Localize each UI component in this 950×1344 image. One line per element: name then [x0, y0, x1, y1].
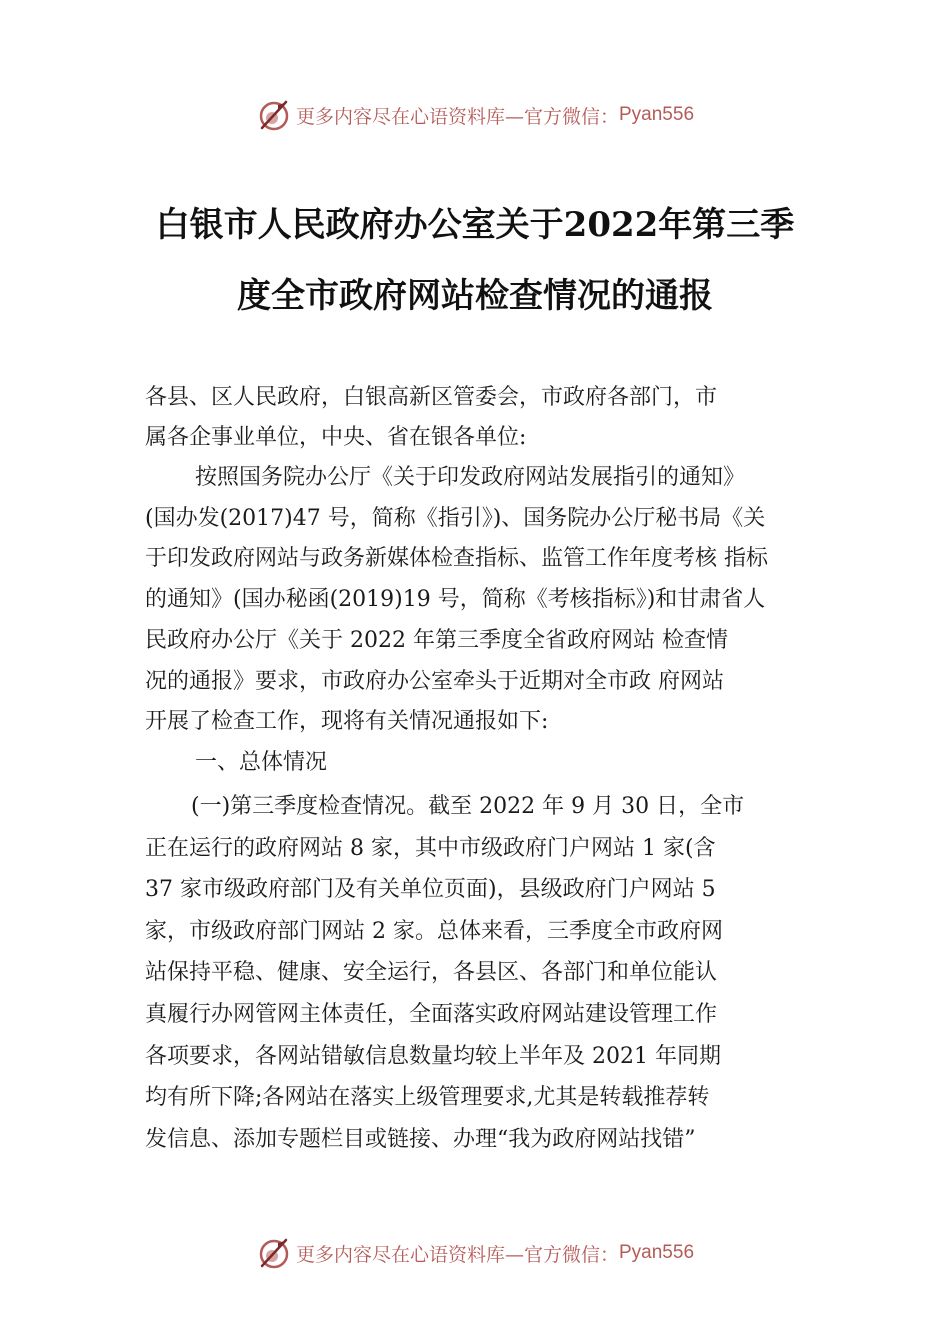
footer-watermark-banner [0, 1233, 950, 1273]
subsection-line: 真履行办网管网主体责任，全面落实政府网站建设管理工作 [145, 1001, 718, 1027]
addressee-line: 属各企事业单位，中央、省在银各单位: [145, 425, 527, 450]
subsection-paragraph [145, 786, 835, 1160]
intro-line: 开展了检查工作，现将有关情况通报如下: [145, 709, 549, 735]
feather-seal-logo-icon [256, 97, 292, 133]
addressee-line: 各县、区人民政府，白银高新区管委会，市政府各部门，市 [145, 385, 718, 410]
intro-line: 况的通报》要求，市政府办公室牵头于近期对全市政 府网站 [145, 668, 724, 694]
feather-seal-logo-icon [256, 1235, 292, 1271]
header-banner-account: Pyan556 [619, 104, 695, 125]
subsection-line: (一)第三季度检查情况。截至 2022 年 9 月 30 日，全市 [191, 794, 745, 819]
footer-banner-account: Pyan556 [619, 1242, 695, 1263]
subsection-line: 正在运行的政府网站 8 家，其中市级政府门户网站 1 家(含 [145, 835, 716, 861]
header-watermark-banner [0, 95, 950, 135]
document-title-line-2: 度全市政府网站检查情况的通报 [237, 276, 713, 316]
intro-line: (国办发(2017)47 号，简称《指引》)、国务院办公厅秘书局《关 [145, 505, 766, 531]
subsection-line: 各项要求，各网站错敏信息数量均较上半年及 2021 年同期 [145, 1043, 721, 1069]
intro-line: 于印发政府网站与政务新媒体检查指标、监管工作年度考核 指标 [145, 546, 768, 572]
footer-banner-text: 更多内容尽在心语资料库—官方微信： [295, 1243, 619, 1266]
document-title-line-1: 白银市人民政府办公室关于2022年第三季 [155, 205, 795, 245]
addressee-paragraph [145, 378, 835, 458]
intro-line: 按照国务院办公厅《关于印发政府网站发展指引的通知》 [195, 465, 746, 490]
subsection-line: 站保持平稳、健康、安全运行，各县区、各部门和单位能认 [145, 960, 718, 986]
subsection-line: 发信息、添加专题栏目或链接、办理“我为政府网站找错” [145, 1126, 696, 1152]
intro-paragraph [145, 458, 835, 743]
subsection-line: 37 家市级政府部门及有关单位页面)，县级政府门户网站 5 [145, 877, 716, 903]
section-heading-overall: 一、总体情况 [195, 750, 328, 775]
subsection-line: 家，市级政府部门网站 2 家。总体来看，三季度全市政府网 [145, 918, 723, 944]
header-banner-text: 更多内容尽在心语资料库—官方微信： [295, 105, 619, 128]
intro-line: 的通知》(国办秘函(2019)19 号，简称《考核指标》)和甘肃省人 [145, 587, 766, 613]
intro-line: 民政府办公厅《关于 2022 年第三季度全省政府网站 检查情 [145, 627, 728, 653]
subsection-line: 均有所下降;各网站在落实上级管理要求,尤其是转载推荐转 [145, 1085, 710, 1111]
